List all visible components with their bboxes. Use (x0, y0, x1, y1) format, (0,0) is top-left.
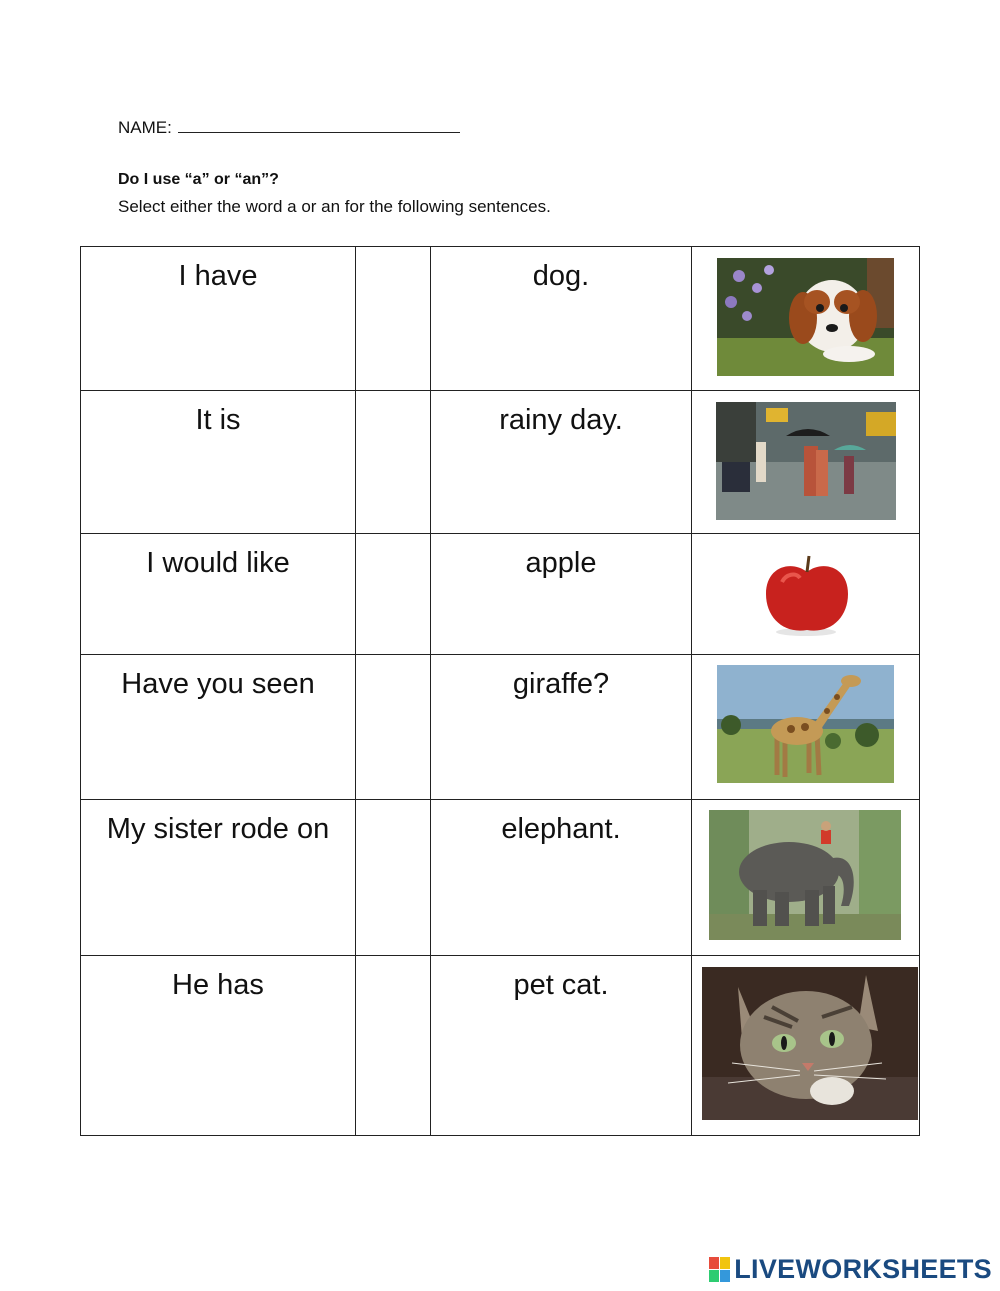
sentence-start: My sister rode on (106, 813, 330, 845)
question-instructions: Select either the word a or an for the following sentences. (118, 197, 551, 216)
logo-mark-icon (709, 1257, 730, 1282)
sentence-end: giraffe? (512, 668, 610, 700)
sentence-start: Have you seen (121, 668, 315, 700)
table-row (81, 534, 920, 655)
sentence-end: elephant. (501, 813, 621, 845)
table-row (81, 247, 920, 391)
sentence-end: dog. (532, 260, 590, 292)
sentence-start: I have (178, 260, 258, 292)
answer-cell[interactable] (356, 247, 431, 391)
table-row (81, 655, 920, 800)
answer-cell[interactable] (356, 800, 431, 956)
cat-photo (702, 967, 918, 1120)
brand-name: LIVEWORKSHEETS (734, 1254, 992, 1284)
answer-cell[interactable] (356, 956, 431, 1136)
giraffe-photo (717, 665, 894, 783)
answer-cell[interactable] (356, 391, 431, 534)
sentence-start: He has (172, 969, 264, 1001)
sentence-end: rainy day. (499, 404, 623, 436)
name-label: NAME: (118, 118, 172, 137)
sentence-start: I would like (146, 547, 290, 579)
answer-cell[interactable] (356, 534, 431, 655)
sentence-start: It is (195, 404, 241, 436)
rainy-street-photo (716, 402, 896, 520)
liveworksheets-logo (709, 1254, 992, 1285)
sentence-end: pet cat. (513, 969, 609, 1001)
sentence-end: apple (525, 547, 597, 579)
name-line (118, 118, 460, 138)
answer-cell[interactable] (356, 655, 431, 800)
dog-photo (717, 258, 894, 376)
table-row (81, 956, 920, 1136)
elephant-photo (709, 810, 901, 940)
worksheet-table (80, 246, 920, 1136)
name-blank[interactable] (178, 118, 460, 133)
table-row (81, 800, 920, 956)
table-row (81, 391, 920, 534)
question-title: Do I use “a” or “an”? (118, 171, 279, 188)
apple-photo (762, 552, 852, 638)
